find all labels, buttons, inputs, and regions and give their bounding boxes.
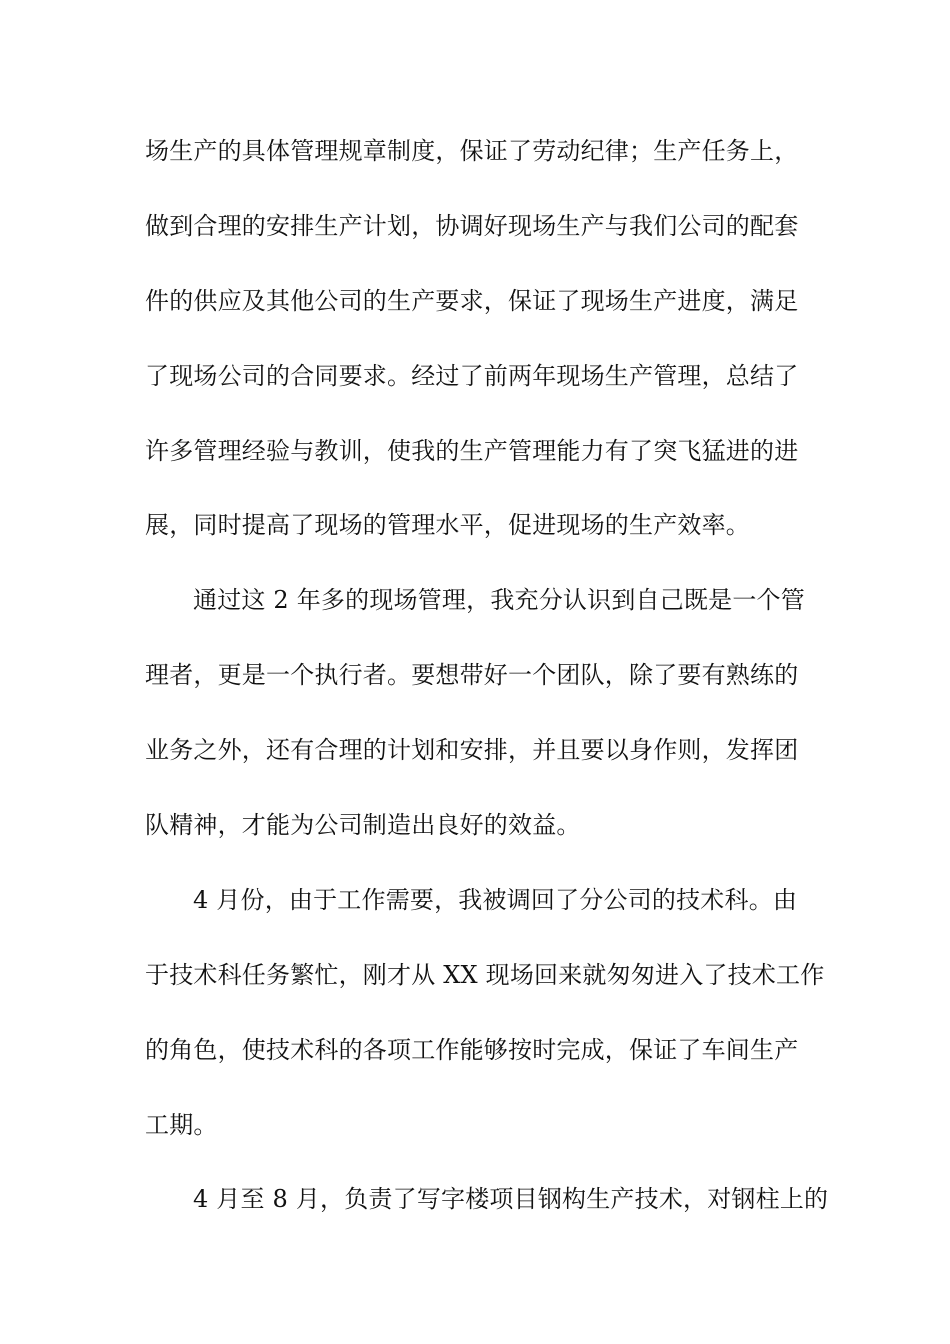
text-line: 展，同时提高了现场的管理水平，促进现场的生产效率。 — [145, 511, 750, 539]
text-line: 了现场公司的合同要求。经过了前两年现场生产管理，总结了 — [145, 362, 799, 390]
text-line: 理者，更是一个执行者。要想带好一个团队，除了要有熟练的 — [145, 661, 799, 689]
text-line: 队精神，才能为公司制造出良好的效益。 — [145, 811, 581, 839]
text-line: 的角色，使技术科的各项工作能够按时完成，保证了车间生产 — [145, 1036, 799, 1064]
text-line: 工期。 — [145, 1111, 218, 1139]
text-line: 许多管理经验与教训，使我的生产管理能力有了突飞猛进的进 — [145, 437, 799, 465]
text-line: 件的供应及其他公司的生产要求，保证了现场生产进度，满足 — [145, 287, 799, 315]
text-line: 做到合理的安排生产计划，协调好现场生产与我们公司的配套 — [145, 212, 799, 240]
text-line: 场生产的具体管理规章制度，保证了劳动纪律；生产任务上， — [145, 137, 799, 165]
text-line: 于技术科任务繁忙，刚才从 XX 现场回来就匆匆进入了技术工作 — [145, 961, 825, 989]
paragraph-first-line: 4 月份，由于工作需要，我被调回了分公司的技术科。由 — [193, 886, 798, 914]
paragraph-first-line: 通过这 2 年多的现场管理，我充分认识到自己既是一个管 — [193, 586, 805, 614]
paragraph-first-line: 4 月至 8 月，负责了写字楼项目钢构生产技术，对钢柱上的 — [193, 1185, 829, 1213]
text-line: 业务之外，还有合理的计划和安排，并且要以身作则，发挥团 — [145, 736, 799, 764]
